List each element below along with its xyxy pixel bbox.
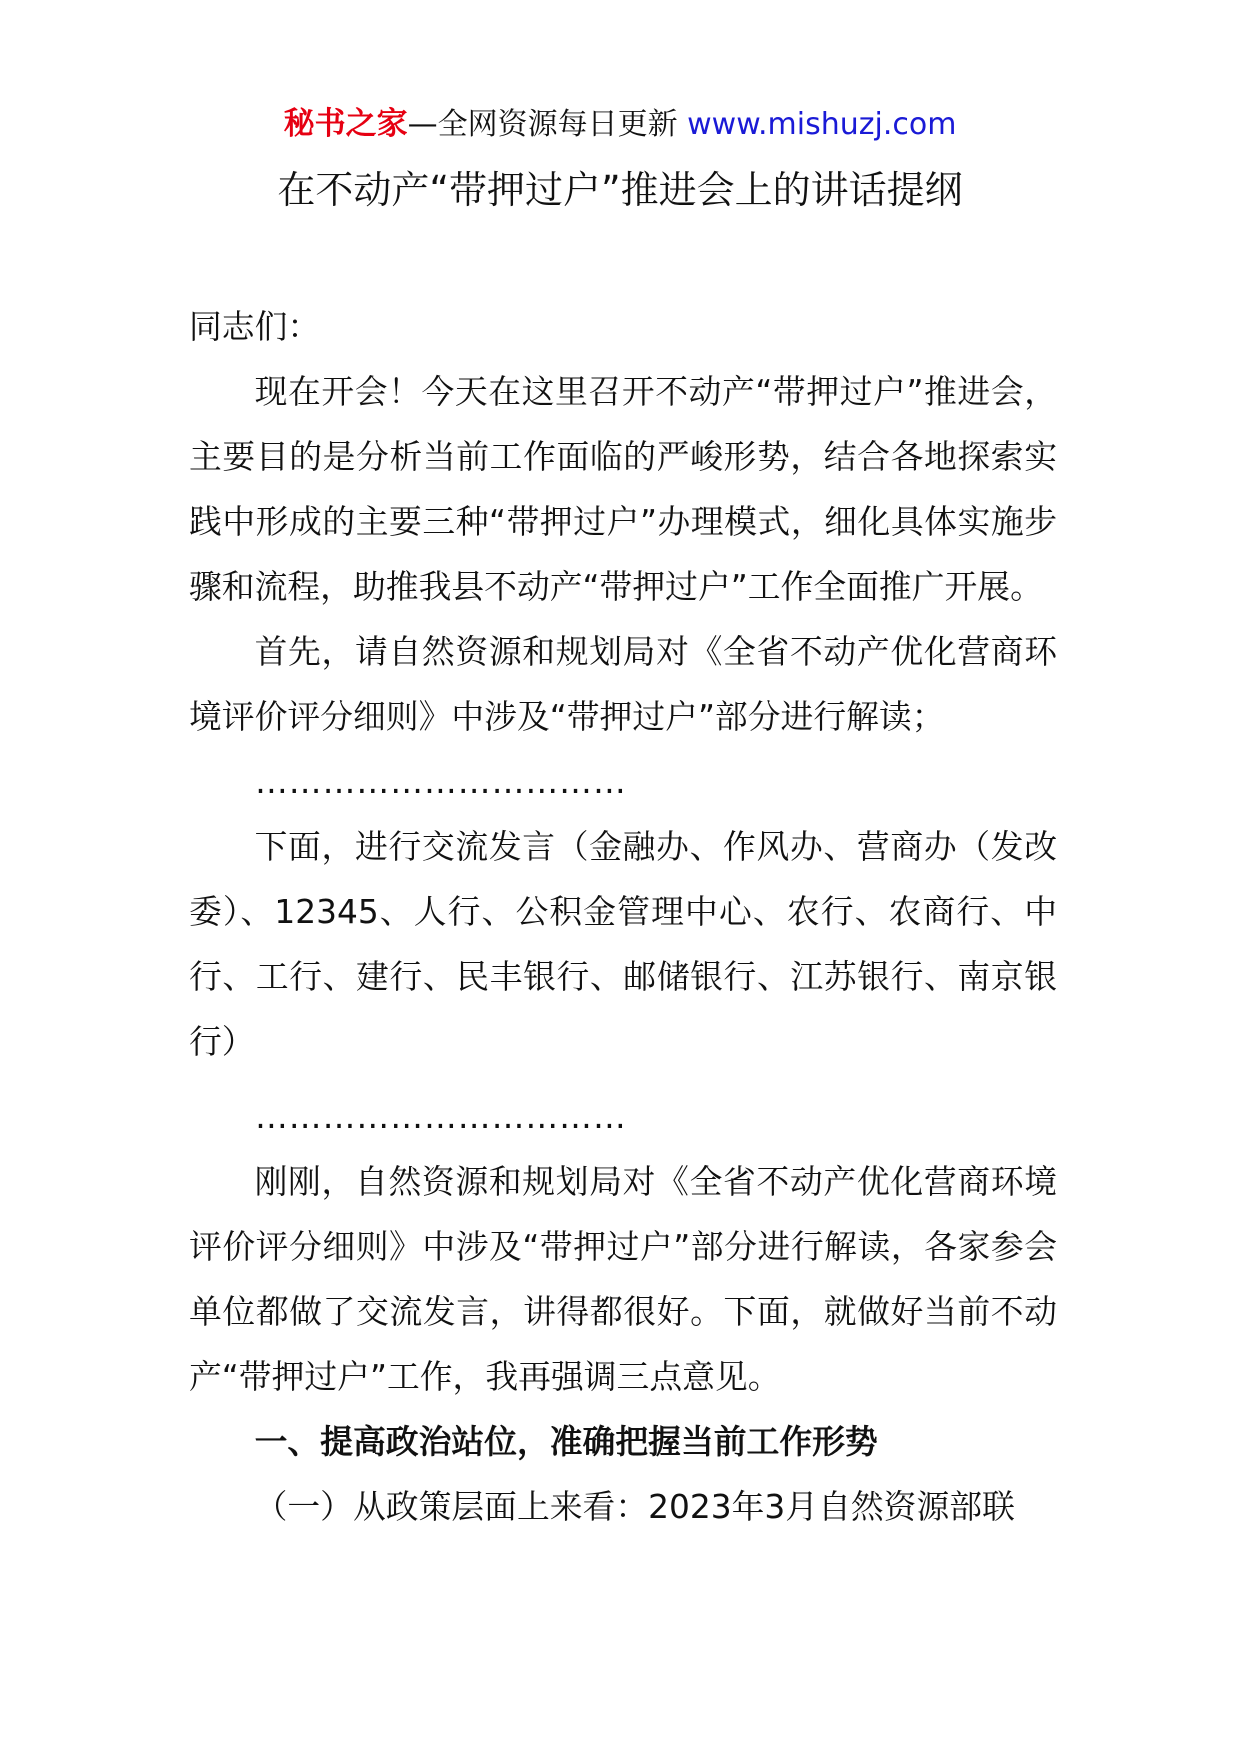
site-banner [0,104,1240,145]
banner-tagline: —全网资源每日更新 [407,107,688,142]
paragraph-exchange-speeches: 下面，进行交流发言（金融办、作风办、营商办（发改委）、12345、人行、公积金管理中心、农行、农商行、中行、工行、建行、民丰银行、邮储银行、江苏银行、南京银行） [189,828,1057,1061]
paragraph-opening: 现在开会！今天在这里召开不动产“带押过户”推进会，主要目的是分析当前工作面临的严峻形势，结合各地探索实践中形成的主要三种“带押过户”办理模式，细化具体实施步骤和流程，助推我县不动产“带押过户”工作全面推广开展。 [189,373,1057,606]
section-heading-1: 一、提高政治站位，准确把握当前工作形势 [254,1423,878,1461]
document-title: 在不动产“带押过户”推进会上的讲话提纲 [277,168,963,212]
brand-name: 秘书之家 [283,106,408,142]
ellipsis-line: …………………………… [255,1098,627,1136]
salutation: 同志们： [189,308,321,346]
ellipsis-line: …………………………… [255,763,627,801]
document-body [189,295,1057,1540]
site-url-link[interactable]: www.mishuzj.com [687,107,957,142]
paragraph-first-agenda: 首先，请自然资源和规划局对《全省不动产优化营商环境评价评分细则》中涉及“带押过户”部分进行解读； [189,633,1057,736]
paragraph-summary: 刚刚，自然资源和规划局对《全省不动产优化营商环境评价评分细则》中涉及“带押过户”部分进行解读，各家参会单位都做了交流发言，讲得都很好。下面，就做好当前不动产“带押过户”工作，我再强调三点意见。 [189,1163,1057,1396]
paragraph-policy-level: （一）从政策层面上来看：2023年3月自然资源部联 [254,1488,1015,1526]
